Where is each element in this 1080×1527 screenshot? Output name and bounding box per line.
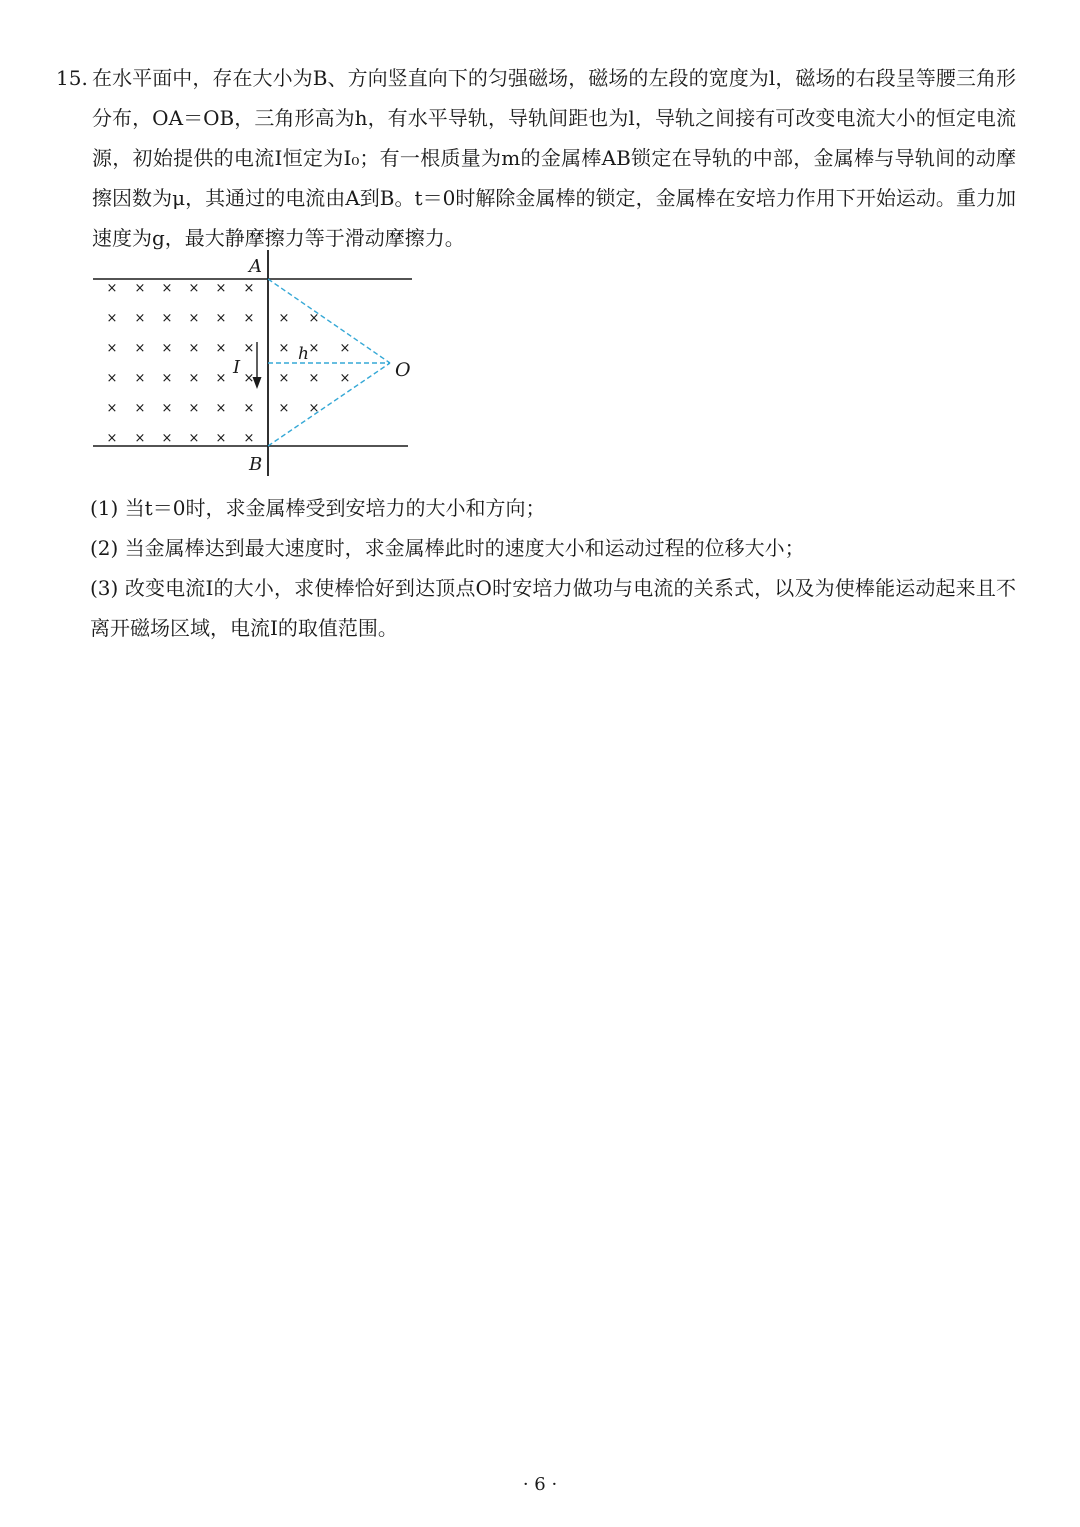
magnetic-field-figure <box>90 250 420 480</box>
field-cross-mark: × <box>106 371 118 386</box>
field-cross-mark: × <box>161 281 173 296</box>
problem-stem-text: 在水平面中，存在大小为B、方向竖直向下的匀强磁场，磁场的左段的宽度为l，磁场的右段呈等腰三角形分布，OA＝OB，三角形高为h，有水平导轨，导轨间距也为l，导轨之间接有可改变电流大小的恒定电流源，初始提供的电流I恒定为I₀；有一根质量为m的金属棒AB锁定在导轨的中部，金属棒与导轨间的动摩擦因数为μ，其通过的电流由A到B。t＝0时解除金属棒的锁定，金属棒在安培力作用下开始运动。重力加速度为g，最大静摩擦力等于滑动摩擦力。 <box>92 66 1016 250</box>
question-1: (1) 当t＝0时，求金属棒受到安培力的大小和方向； <box>90 496 546 520</box>
field-cross-mark: × <box>188 431 200 446</box>
field-cross-mark: × <box>215 341 227 356</box>
field-cross-mark: × <box>188 371 200 386</box>
triangle-field-boundary <box>268 279 390 446</box>
field-cross-mark: × <box>243 371 255 386</box>
field-cross-mark: × <box>243 311 255 326</box>
question-3: (3) 改变电流I的大小，求使棒恰好到达顶点O时安培力做功与电流的关系式，以及为使棒能运动起来且不离开磁场区域，电流I的取值范围。 <box>90 576 1016 640</box>
field-cross-mark: × <box>106 281 118 296</box>
field-cross-mark: × <box>308 341 320 356</box>
field-cross-mark: × <box>106 341 118 356</box>
field-cross-mark: × <box>339 371 351 386</box>
field-cross-mark: × <box>243 431 255 446</box>
field-cross-mark: × <box>339 341 351 356</box>
field-cross-mark: × <box>134 341 146 356</box>
question-list <box>90 488 1016 648</box>
label-current-i: I <box>233 357 241 378</box>
field-cross-mark: × <box>134 311 146 326</box>
field-cross-mark: × <box>106 431 118 446</box>
field-cross-mark: × <box>215 311 227 326</box>
field-cross-mark: × <box>134 431 146 446</box>
field-cross-mark: × <box>161 371 173 386</box>
field-cross-mark: × <box>278 311 290 326</box>
field-cross-mark: × <box>278 371 290 386</box>
field-cross-mark: × <box>106 311 118 326</box>
field-cross-mark: × <box>161 311 173 326</box>
problem-stem <box>56 58 1016 258</box>
label-a: A <box>249 256 262 277</box>
field-cross-mark: × <box>278 401 290 416</box>
field-cross-mark: × <box>243 281 255 296</box>
field-cross-mark: × <box>243 401 255 416</box>
field-cross-mark: × <box>188 281 200 296</box>
field-cross-mark: × <box>308 401 320 416</box>
label-o: O <box>395 359 411 381</box>
field-cross-mark: × <box>161 401 173 416</box>
field-cross-mark: × <box>161 431 173 446</box>
field-cross-mark: × <box>308 371 320 386</box>
figure-svg <box>90 250 420 480</box>
field-cross-mark: × <box>308 311 320 326</box>
field-cross-mark: × <box>215 431 227 446</box>
field-cross-mark: × <box>188 341 200 356</box>
field-cross-mark: × <box>134 371 146 386</box>
label-h: h <box>298 344 309 364</box>
field-cross-mark: × <box>215 371 227 386</box>
field-cross-mark: × <box>243 341 255 356</box>
field-cross-mark: × <box>106 401 118 416</box>
field-cross-mark: × <box>188 311 200 326</box>
label-b: B <box>249 454 263 475</box>
field-cross-mark: × <box>134 401 146 416</box>
page-number: · 6 · <box>522 1474 558 1495</box>
field-cross-mark: × <box>134 281 146 296</box>
problem-15 <box>56 38 1016 278</box>
magnetic-field-crosses <box>107 281 351 446</box>
field-cross-mark: × <box>215 401 227 416</box>
problem-number: 15. <box>56 66 88 90</box>
question-2: (2) 当金属棒达到最大速度时，求金属棒此时的速度大小和运动过程的位移大小； <box>90 536 805 560</box>
field-cross-mark: × <box>278 341 290 356</box>
field-cross-mark: × <box>215 281 227 296</box>
field-cross-mark: × <box>188 401 200 416</box>
field-cross-mark: × <box>161 341 173 356</box>
